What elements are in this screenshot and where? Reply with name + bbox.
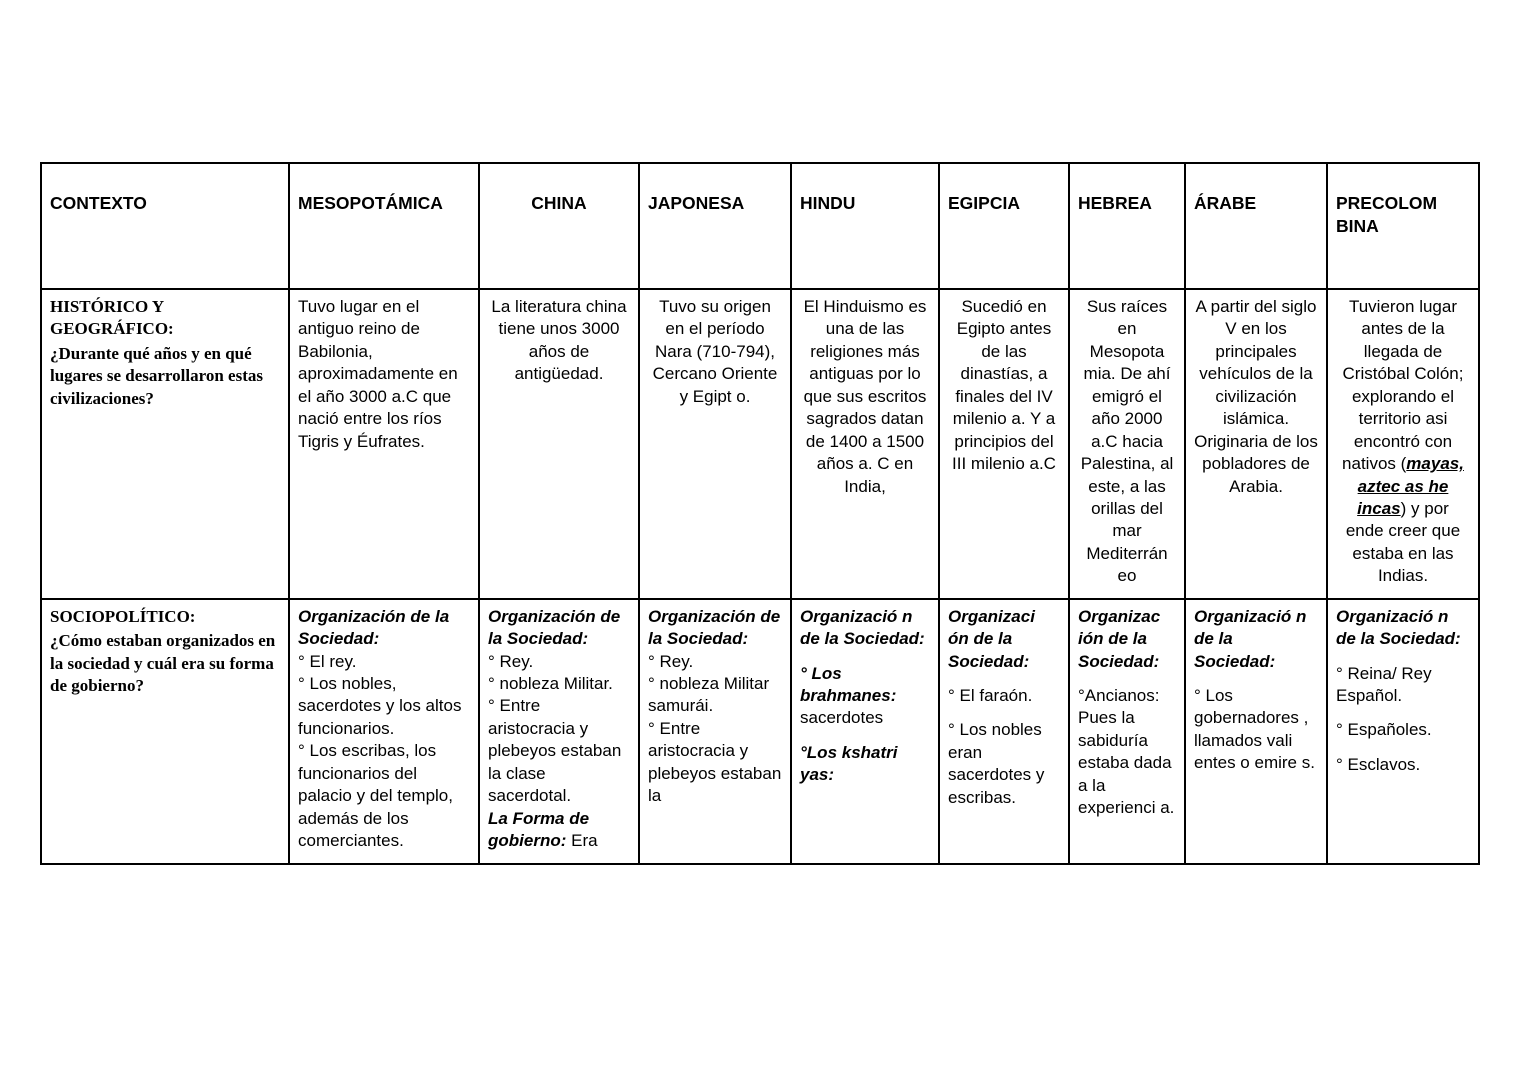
column-header-japonesa: JAPONESA bbox=[639, 163, 791, 289]
cell-historico-egipcia: Sucedió en Egipto antes de las dinastías, a finales del IV milenio a. Y a principios del III milenio a.C bbox=[939, 289, 1069, 599]
underlined-emphasis-text: mayas, aztec as he incas bbox=[1357, 454, 1464, 518]
row-label-sociopolitico bbox=[41, 599, 289, 864]
column-header-precolombina: PRECOLOM BINA bbox=[1327, 163, 1479, 289]
text-line: ° Rey. bbox=[648, 651, 694, 671]
spacer bbox=[800, 730, 930, 742]
cell-historico-hindu: El Hinduismo es una de las religiones más antiguas por lo que sus escritos sagrados datan de 1400 a 1500 años a. C en India, bbox=[791, 289, 939, 599]
text-line: ° Los nobles, sacerdotes y los altos funcionarios. bbox=[298, 674, 462, 738]
spacer bbox=[1078, 673, 1176, 685]
spacer bbox=[1336, 651, 1470, 663]
row-label-question: ¿Cómo estaban organizados en la sociedad y cuál era su forma de gobierno? bbox=[50, 631, 276, 695]
text-line: ° Los nobles eran sacerdotes y escribas. bbox=[948, 720, 1045, 807]
text-line: ° Esclavos. bbox=[1336, 754, 1421, 774]
subheading-text: Organizaci ón de la Sociedad: bbox=[948, 606, 1035, 671]
subheading-text: Organizació n de la Sociedad: bbox=[800, 606, 925, 649]
cell-historico-china: La literatura china tiene unos 3000 años de antigüedad. bbox=[479, 289, 639, 599]
spacer bbox=[948, 673, 1060, 685]
emphasis-text: La Forma de gobierno: bbox=[488, 808, 590, 851]
column-header-china: CHINA bbox=[479, 163, 639, 289]
subheading-text: Organización de la Sociedad: bbox=[648, 606, 781, 649]
cell-sociopolitico-china bbox=[479, 599, 639, 864]
cell-sociopolitico-precolombina bbox=[1327, 599, 1479, 864]
subheading-text: Organizació n de la Sociedad: bbox=[1194, 606, 1307, 671]
spacer bbox=[1194, 673, 1318, 685]
column-header-hebrea: HEBREA bbox=[1069, 163, 1185, 289]
text-line: ° Entre aristocracia y plebeyos estaban la bbox=[648, 718, 782, 806]
cell-sociopolitico-hindu bbox=[791, 599, 939, 864]
column-header-mesopotamica: MESOPOTÁMICA bbox=[289, 163, 479, 289]
cell-sociopolitico-japonesa bbox=[639, 599, 791, 864]
table-row-historico-geografico bbox=[41, 289, 1479, 599]
text-line: ° nobleza Militar samurái. bbox=[648, 674, 770, 716]
subheading-text: Organizació n de la Sociedad: bbox=[1336, 606, 1461, 649]
cell-sociopolitico-hebrea bbox=[1069, 599, 1185, 864]
text-line: ° Reina/ Rey Español. bbox=[1336, 663, 1432, 705]
subheading-text: °Los kshatri yas: bbox=[800, 742, 898, 785]
comparison-table-container bbox=[40, 162, 1478, 865]
text-line: °Ancianos: Pues la sabiduría estaba dada a la experienci a. bbox=[1078, 686, 1175, 818]
cell-historico-arabe: A partir del siglo V en los principales vehículos de la civilización islámica. Originaria de los pobladores de Arabia. bbox=[1185, 289, 1327, 599]
text-line: ° Los escribas, los funcionarios del palacio y del templo, además de los comerciantes. bbox=[298, 741, 453, 851]
cell-historico-japonesa: Tuvo su origen en el período Nara (710-794), Cercano Oriente y Egipt o. bbox=[639, 289, 791, 599]
text-line: ° Los brahmanes: sacerdotes bbox=[800, 663, 897, 728]
cell-historico-precolombina: Tuvieron lugar antes de la llegada de Cristóbal Colón; explorando el territorio asi encontró con nativos (mayas, aztec as he incas) y por ende creer que estaba en las Indias. bbox=[1327, 289, 1479, 599]
cell-sociopolitico-mesopotamica bbox=[289, 599, 479, 864]
text-line: ° Los gobernadores , llamados vali entes o emire s. bbox=[1194, 686, 1315, 773]
text-line: ° nobleza Militar. bbox=[488, 674, 613, 693]
row-label-title: HISTÓRICO Y GEOGRÁFICO: bbox=[50, 297, 174, 339]
spacer bbox=[800, 651, 930, 663]
text-line: ° El rey. bbox=[298, 651, 357, 671]
table-row-sociopolitico bbox=[41, 599, 1479, 864]
text-line: ° Españoles. bbox=[1336, 720, 1432, 740]
text-line: ° Rey. bbox=[488, 651, 534, 671]
comparison-table bbox=[40, 162, 1480, 865]
column-header-arabe: ÁRABE bbox=[1185, 163, 1327, 289]
text-line: ° El faraón. bbox=[948, 686, 1033, 705]
spacer bbox=[948, 707, 1060, 719]
cell-sociopolitico-arabe bbox=[1185, 599, 1327, 864]
column-header-hindu: HINDU bbox=[791, 163, 939, 289]
emphasis-text: ° Los brahmanes: bbox=[800, 663, 897, 705]
table-header-row bbox=[41, 163, 1479, 289]
text-line: La Forma de gobierno: Era bbox=[488, 808, 598, 851]
row-label-historico bbox=[41, 289, 289, 599]
subheading-text: Organización de la Sociedad: bbox=[298, 606, 450, 649]
spacer bbox=[1336, 742, 1470, 754]
cell-sociopolitico-egipcia bbox=[939, 599, 1069, 864]
row-label-question: ¿Durante qué años y en qué lugares se desarrollaron estas civilizaciones? bbox=[50, 343, 263, 408]
subheading-text: Organizac ión de la Sociedad: bbox=[1078, 606, 1161, 671]
column-header-egipcia: EGIPCIA bbox=[939, 163, 1069, 289]
column-header-contexto: CONTEXTO bbox=[41, 163, 289, 289]
subheading-text: Organización de la Sociedad: bbox=[488, 606, 621, 649]
row-label-title: SOCIOPOLÍTICO: bbox=[50, 606, 196, 626]
spacer bbox=[1336, 707, 1470, 719]
cell-historico-hebrea: Sus raíces en Mesopota mia. De ahí emigró el año 2000 a.C hacia Palestina, al este, a las orillas del mar Mediterrán eo bbox=[1069, 289, 1185, 599]
text-line: ° Entre aristocracia y plebeyos estaban la clase sacerdotal. bbox=[488, 696, 622, 806]
cell-historico-mesopotamica: Tuvo lugar en el antiguo reino de Babilonia, aproximadamente en el año 3000 a.C que nació entre los ríos Tigris y Éufrates. bbox=[289, 289, 479, 599]
